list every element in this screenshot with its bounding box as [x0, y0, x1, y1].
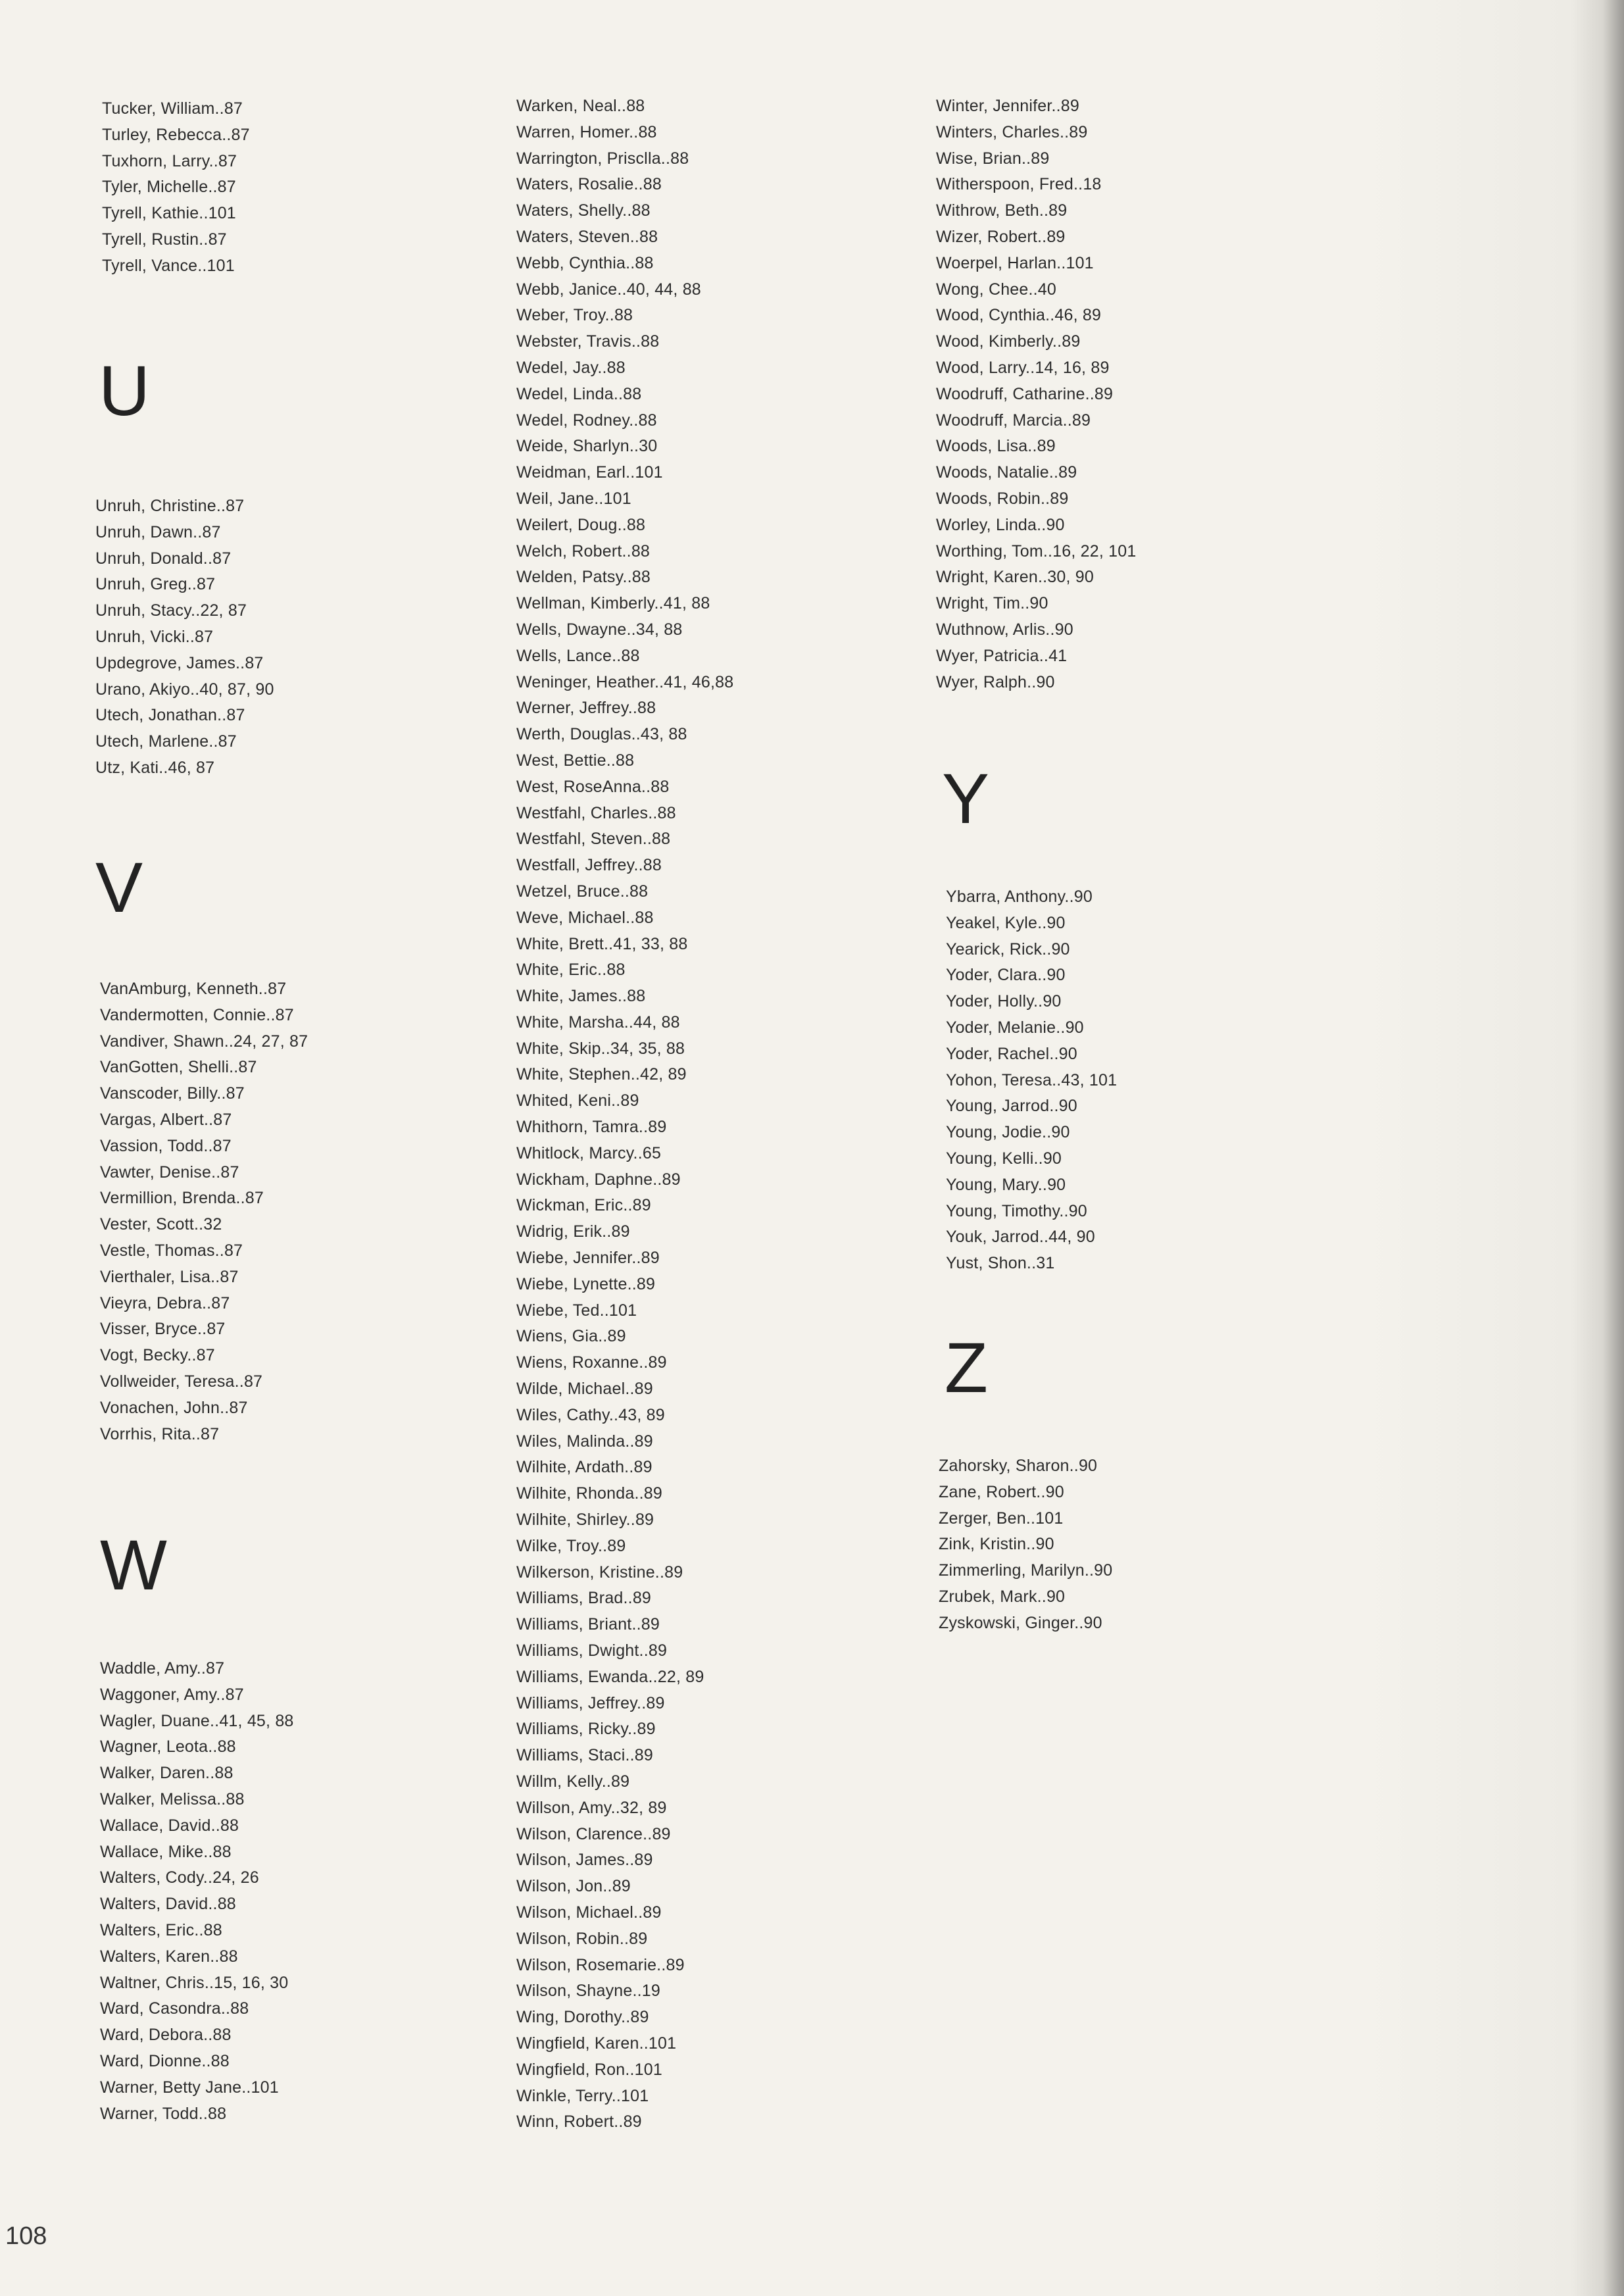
index-entry: Wallace, David..88 [100, 1816, 239, 1835]
index-list-y [946, 884, 1117, 1277]
index-entry: Warrington, Prisclla..88 [516, 149, 689, 168]
index-list-v [100, 976, 308, 1447]
index-entry: Tyrell, Vance..101 [102, 256, 235, 275]
index-entry: Williams, Jeffrey..89 [516, 1693, 665, 1712]
index-entry: Wright, Tim..90 [936, 594, 1048, 613]
index-entry: Williams, Brad..89 [516, 1589, 652, 1608]
index-entry: Weber, Troy..88 [516, 306, 633, 325]
index-entry: Woods, Robin..89 [936, 489, 1069, 508]
index-entry: Vierthaler, Lisa..87 [100, 1267, 239, 1286]
index-entry: Wingfield, Karen..101 [516, 2034, 677, 2053]
index-entry: Weilert, Doug..88 [516, 515, 646, 534]
index-entry: Wilson, Clarence..89 [516, 1824, 671, 1843]
index-entry: Woods, Natalie..89 [936, 463, 1077, 482]
index-entry: Ward, Dionne..88 [100, 2051, 230, 2070]
index-entry: Unruh, Christine..87 [95, 497, 245, 515]
index-entry: Wyer, Ralph..90 [936, 672, 1055, 691]
index-entry: Zrubek, Mark..90 [939, 1587, 1066, 1606]
index-entry: Whithorn, Tamra..89 [516, 1118, 667, 1137]
index-entry: Williams, Dwight..89 [516, 1641, 668, 1660]
index-entry: Walters, Cody..24, 26 [100, 1868, 259, 1887]
index-entry: Werth, Douglas..43, 88 [516, 725, 687, 744]
index-entry: Yoder, Clara..90 [946, 966, 1066, 985]
index-entry: Young, Jarrod..90 [946, 1097, 1077, 1116]
index-entry: VanAmburg, Kenneth..87 [100, 980, 287, 998]
index-entry: Zerger, Ben..101 [939, 1509, 1064, 1528]
index-entry: Winter, Jennifer..89 [936, 97, 1080, 115]
index-entry: West, RoseAnna..88 [516, 777, 670, 796]
index-entry: Weve, Michael..88 [516, 908, 654, 927]
index-entry: Woodruff, Marcia..89 [936, 411, 1091, 430]
index-entry: Wyer, Patricia..41 [936, 646, 1068, 665]
index-entry: Vanscoder, Billy..87 [100, 1084, 245, 1103]
index-entry: Wilkerson, Kristine..89 [516, 1562, 683, 1582]
index-entry: White, Stephen..42, 89 [516, 1065, 687, 1084]
index-entry: Woodruff, Catharine..89 [936, 384, 1114, 403]
index-entry: Wedel, Jay..88 [516, 358, 626, 377]
index-entry: Unruh, Donald..87 [95, 549, 232, 568]
index-entry: Warken, Neal..88 [516, 97, 645, 115]
index-entry: Ward, Debora..88 [100, 2026, 232, 2045]
index-entry: Zane, Robert..90 [939, 1482, 1064, 1501]
index-entry: Westfahl, Steven..88 [516, 830, 671, 849]
index-entry: Wilson, Rosemarie..89 [516, 1955, 685, 1974]
index-list-t [102, 96, 250, 280]
index-entry: Willm, Kelly..89 [516, 1772, 630, 1791]
index-entry: Wallace, Mike..88 [100, 1842, 232, 1861]
index-entry: Winkle, Terry..101 [516, 2086, 649, 2105]
index-entry: Wilson, Michael..89 [516, 1903, 662, 1922]
index-list-w-col3 [936, 93, 1136, 695]
index-entry: White, Marsha..44, 88 [516, 1012, 680, 1032]
index-entry: Updegrove, James..87 [95, 653, 264, 672]
index-entry: Werner, Jeffrey..88 [516, 699, 656, 718]
index-entry: Wood, Kimberly..89 [936, 332, 1081, 351]
index-entry: Waters, Shelly..88 [516, 201, 651, 220]
index-entry: Weil, Jane..101 [516, 489, 631, 508]
index-entry: White, Brett..41, 33, 88 [516, 934, 688, 953]
index-entry: Tuxhorn, Larry..87 [102, 151, 237, 170]
index-entry: Wizer, Robert..89 [936, 227, 1066, 246]
index-entry: Wiles, Cathy..43, 89 [516, 1405, 665, 1424]
index-entry: Williams, Briant..89 [516, 1615, 660, 1634]
index-entry: Waters, Rosalie..88 [516, 175, 662, 194]
index-entry: Yust, Shon..31 [946, 1254, 1055, 1273]
index-entry: Zyskowski, Ginger..90 [939, 1613, 1102, 1632]
index-entry: Westfahl, Charles..88 [516, 803, 676, 822]
index-entry: Woerpel, Harlan..101 [936, 253, 1094, 272]
section-heading-z: Z [945, 1328, 988, 1407]
index-entry: White, Eric..88 [516, 961, 626, 980]
index-entry: Westfall, Jeffrey..88 [516, 856, 662, 875]
index-entry: Vollweider, Teresa..87 [100, 1372, 263, 1391]
index-entry: White, James..88 [516, 987, 646, 1006]
index-entry: Tyrell, Rustin..87 [102, 230, 227, 249]
index-entry: VanGotten, Shelli..87 [100, 1058, 257, 1077]
index-entry: Wilson, Robin..89 [516, 1929, 648, 1948]
index-entry: Wetzel, Bruce..88 [516, 882, 649, 901]
index-entry: Vonachen, John..87 [100, 1398, 248, 1417]
index-entry: Wilhite, Ardath..89 [516, 1458, 652, 1477]
index-entry: Vassion, Todd..87 [100, 1136, 232, 1155]
index-entry: Wagler, Duane..41, 45, 88 [100, 1711, 294, 1730]
index-entry: Wilson, Shayne..19 [516, 1982, 660, 2001]
index-entry: Worley, Linda..90 [936, 515, 1065, 534]
index-entry: Wise, Brian..89 [936, 149, 1050, 168]
index-entry: Tyler, Michelle..87 [102, 178, 236, 197]
index-entry: Yoder, Melanie..90 [946, 1018, 1084, 1037]
index-entry: Unruh, Dawn..87 [95, 522, 221, 541]
index-entry: Vieyra, Debra..87 [100, 1293, 230, 1312]
index-entry: Winn, Robert..89 [516, 2112, 642, 2132]
section-heading-y: Y [942, 759, 990, 838]
index-entry: White, Skip..34, 35, 88 [516, 1039, 685, 1058]
index-entry: Unruh, Stacy..22, 87 [95, 601, 247, 620]
index-entry: Webster, Travis..88 [516, 332, 660, 351]
index-entry: Wells, Dwayne..34, 88 [516, 620, 683, 639]
index-entry: Wood, Larry..14, 16, 89 [936, 358, 1110, 377]
index-entry: Unruh, Vicki..87 [95, 627, 214, 646]
index-entry: Worthing, Tom..16, 22, 101 [936, 541, 1137, 561]
index-entry: Yoder, Rachel..90 [946, 1044, 1077, 1063]
section-heading-v: V [95, 847, 143, 927]
index-entry: Vandiver, Shawn..24, 27, 87 [100, 1032, 308, 1051]
index-entry: Wong, Chee..40 [936, 280, 1057, 299]
index-entry: Ward, Casondra..88 [100, 1999, 249, 2018]
index-entry: Welden, Patsy..88 [516, 568, 651, 587]
index-entry: Wagner, Leota..88 [100, 1737, 236, 1757]
index-entry: Winters, Charles..89 [936, 122, 1088, 141]
index-entry: Vermillion, Brenda..87 [100, 1189, 264, 1208]
index-entry: Unruh, Greg..87 [95, 575, 216, 594]
index-entry: Wilson, James..89 [516, 1851, 653, 1870]
index-entry: Woods, Lisa..89 [936, 437, 1056, 456]
index-entry: Welch, Robert..88 [516, 541, 651, 561]
index-entry: Vargas, Albert..87 [100, 1110, 232, 1129]
index-entry: Wuthnow, Arlis..90 [936, 620, 1073, 639]
index-entry: Waters, Steven..88 [516, 227, 658, 246]
index-entry: Young, Timothy..90 [946, 1201, 1087, 1220]
index-entry: Wedel, Linda..88 [516, 384, 642, 403]
index-entry: Wellman, Kimberly..41, 88 [516, 594, 710, 613]
index-list-w-col2 [516, 93, 733, 2135]
index-entry: Wedel, Rodney..88 [516, 411, 657, 430]
index-entry: Waggoner, Amy..87 [100, 1685, 244, 1704]
section-heading-u: U [99, 351, 150, 430]
index-entry: Vestle, Thomas..87 [100, 1241, 243, 1260]
page-number: 108 [5, 2222, 47, 2250]
index-entry: Tyrell, Kathie..101 [102, 204, 236, 223]
index-entry: Zink, Kristin..90 [939, 1535, 1054, 1554]
index-entry: Wiens, Roxanne..89 [516, 1353, 667, 1372]
index-list-z [939, 1453, 1112, 1637]
index-entry: Visser, Bryce..87 [100, 1320, 226, 1339]
index-entry: Withrow, Beth..89 [936, 201, 1068, 220]
index-entry: Vandermotten, Connie..87 [100, 1005, 294, 1024]
index-entry: Wilhite, Rhonda..89 [516, 1484, 662, 1503]
index-entry: Witherspoon, Fred..18 [936, 175, 1102, 194]
index-entry: Wickman, Eric..89 [516, 1196, 651, 1215]
index-entry: Williams, Staci..89 [516, 1746, 654, 1765]
index-entry: Wing, Dorothy..89 [516, 2008, 649, 2027]
index-entry: Young, Jodie..90 [946, 1123, 1070, 1142]
index-entry: Whitlock, Marcy..65 [516, 1143, 662, 1162]
index-entry: Wilhite, Shirley..89 [516, 1510, 654, 1530]
index-entry: Williams, Ewanda..22, 89 [516, 1667, 704, 1686]
index-entry: Yearick, Rick..90 [946, 939, 1070, 959]
index-entry: Ybarra, Anthony..90 [946, 887, 1093, 906]
index-entry: Waltner, Chris..15, 16, 30 [100, 1973, 289, 1992]
index-entry: Young, Kelli..90 [946, 1149, 1062, 1168]
index-entry: Wright, Karen..30, 90 [936, 568, 1094, 587]
index-entry: Zimmerling, Marilyn..90 [939, 1561, 1113, 1580]
index-entry: Walters, Eric..88 [100, 1920, 222, 1939]
index-entry: Warren, Homer..88 [516, 122, 657, 141]
index-list-w-col1 [100, 1656, 294, 2127]
index-entry: Whited, Keni..89 [516, 1091, 639, 1111]
index-entry: Vorrhis, Rita..87 [100, 1424, 220, 1443]
index-entry: Tucker, William..87 [102, 99, 243, 118]
index-entry: Williams, Ricky..89 [516, 1720, 656, 1739]
index-entry: Widrig, Erik..89 [516, 1222, 630, 1241]
index-entry: Weninger, Heather..41, 46,88 [516, 672, 734, 691]
index-entry: Warner, Betty Jane..101 [100, 2078, 279, 2097]
index-entry: Urano, Akiyo..40, 87, 90 [95, 680, 274, 699]
index-entry: Zahorsky, Sharon..90 [939, 1457, 1098, 1475]
index-entry: Walker, Daren..88 [100, 1764, 234, 1783]
index-entry: Utech, Marlene..87 [95, 732, 237, 751]
index-entry: Yoder, Holly..90 [946, 992, 1062, 1011]
section-heading-w: W [100, 1525, 167, 1605]
index-list-u [95, 493, 274, 782]
index-entry: Young, Mary..90 [946, 1175, 1066, 1194]
index-entry: Walters, David..88 [100, 1895, 236, 1914]
index-entry: Wells, Lance..88 [516, 646, 640, 665]
index-entry: Wilde, Michael..89 [516, 1380, 653, 1399]
index-entry: Vester, Scott..32 [100, 1215, 222, 1234]
index-entry: Yeakel, Kyle..90 [946, 913, 1066, 932]
index-entry: Walker, Melissa..88 [100, 1789, 245, 1809]
index-entry: Wingfield, Ron..101 [516, 2060, 662, 2079]
index-entry: Utz, Kati..46, 87 [95, 758, 215, 777]
index-entry: Wilson, Jon..89 [516, 1877, 631, 1896]
index-entry: Webb, Cynthia..88 [516, 253, 654, 272]
index-entry: Vogt, Becky..87 [100, 1346, 215, 1365]
index-entry: Weidman, Earl..101 [516, 463, 663, 482]
index-entry: Yohon, Teresa..43, 101 [946, 1070, 1118, 1089]
index-entry: Wiles, Malinda..89 [516, 1432, 653, 1451]
index-entry: Wickham, Daphne..89 [516, 1170, 681, 1189]
index-entry: Wilke, Troy..89 [516, 1536, 626, 1555]
index-entry: Webb, Janice..40, 44, 88 [516, 280, 701, 299]
index-entry: Wiebe, Lynette..89 [516, 1274, 656, 1293]
index-entry: Youk, Jarrod..44, 90 [946, 1228, 1095, 1247]
index-entry: Turley, Rebecca..87 [102, 125, 250, 144]
index-entry: Walters, Karen..88 [100, 1947, 238, 1966]
index-entry: Utech, Jonathan..87 [95, 706, 245, 725]
index-entry: Waddle, Amy..87 [100, 1659, 225, 1678]
page-gutter-shadow [1361, 0, 1624, 2296]
index-entry: Wiebe, Ted..101 [516, 1301, 637, 1320]
index-entry: West, Bettie..88 [516, 751, 635, 770]
index-entry: Willson, Amy..32, 89 [516, 1798, 667, 1817]
index-entry: Warner, Todd..88 [100, 2104, 227, 2123]
index-entry: Wood, Cynthia..46, 89 [936, 306, 1102, 325]
index-entry: Vawter, Denise..87 [100, 1162, 239, 1182]
index-entry: Wiens, Gia..89 [516, 1327, 626, 1346]
index-entry: Weide, Sharlyn..30 [516, 437, 658, 456]
index-entry: Wiebe, Jennifer..89 [516, 1249, 660, 1268]
